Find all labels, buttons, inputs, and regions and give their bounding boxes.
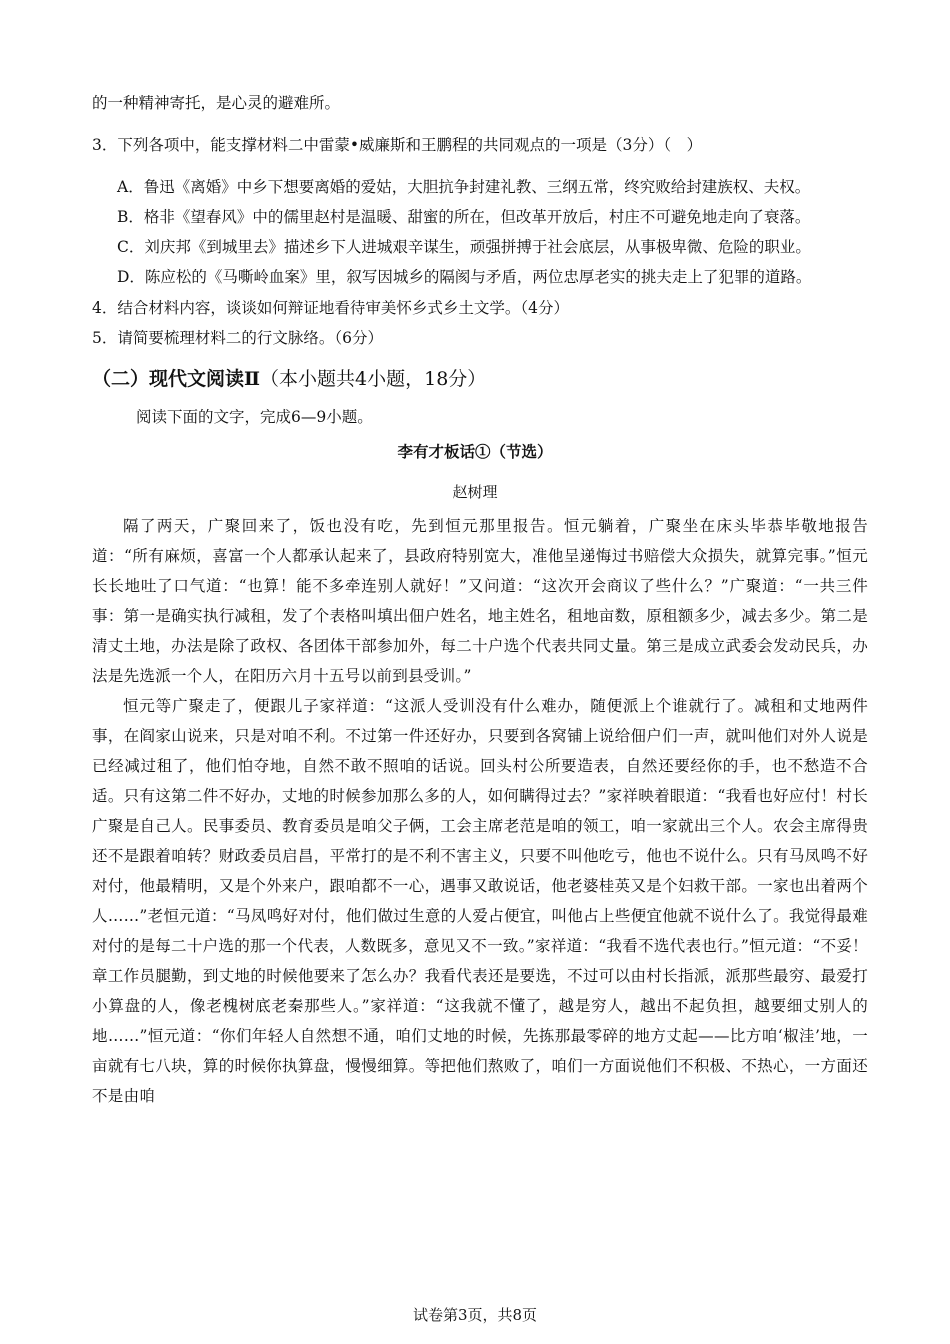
page-footer: 试卷第3页，共8页 — [412, 1306, 538, 1324]
question-3-option-d: D．陈应松的《马嘶岭血案》里，叙写因城乡的隔阂与矛盾，两位忠厚老实的挑夫走上了犯罪的道路。 — [117, 268, 812, 286]
article-body — [92, 511, 868, 1111]
question-4: 4．结合材料内容，谈谈如何辩证地看待审美怀乡式乡土文学。（4分） — [92, 299, 569, 317]
article-author: 赵树理 — [452, 483, 498, 501]
question-3-option-b: B．格非《望春风》中的儒里赵村是温暖、甜蜜的所在，但改革开放后，村庄不可避免地走向了衰落。 — [117, 208, 811, 226]
question-3-option-c: C．刘庆邦《到城里去》描述乡下人进城艰辛谋生，顽强拼搏于社会底层，从事极卑微、危险的职业。 — [117, 238, 811, 256]
section-title: （二）现代文阅读Ⅱ — [92, 368, 261, 390]
reading-instruction: 阅读下面的文字，完成6—9小题。 — [136, 408, 373, 426]
section-note: （本小题共4小题，18分） — [260, 368, 487, 390]
intro-line: 的一种精神寄托，是心灵的避难所。 — [92, 94, 341, 112]
article-title: 李有才板话①（节选） — [397, 442, 553, 461]
article-paragraph: 隔了两天，广聚回来了，饭也没有吃，先到恒元那里报告。恒元躺着，广聚坐在床头毕恭毕敬地报告道：“所有麻烦，喜富一个人都承认起来了，县政府特别宽大，准他呈递悔过书赔偿大众损失，就算完事。”恒元长长地吐了口气道：“也算！能不多牵连别人就好！”又问道：“这次开会商议了些什么？”广聚道：“一共三件事：第一是确实执行减租，发了个表格叫填出佃户姓名，地主姓名，租地亩数，原租额多少，减去多少。第二是清丈土地，办法是除了政权、各团体干部参加外，每二十户选个代表共同丈量。第三是成立武委会发动民兵，办法是先选派一个人，在阳历六月十五号以前到县受训。” — [92, 517, 868, 685]
question-3-stem: 3．下列各项中，能支撑材料二中雷蒙•威廉斯和王鹏程的共同观点的一项是（3分）（ ） — [92, 136, 703, 154]
article-paragraph: 恒元等广聚走了，便跟儿子家祥道：“这派人受训没有什么难办，随便派上个谁就行了。减租和丈地两件事，在阎家山说来，只是对咱不利。不过第一件还好办，只要到各窝铺上说给佃户们一声，就叫他们对外人说是已经减过租了，他们怕夺地，自然不敢不照咱的话说。回头村公所要造表，自然还要经你的手，也不愁造不合适。只有这第二件不好办，丈地的时候参加那么多的人，如何瞒得过去？”家祥映着眼道：“我看也好应付！村长广聚是自己人。民事委员、教育委员是咱父子俩，工会主席老范是咱的领工，咱一家就出三个人。农会主席得贵还不是跟着咱转？财政委员启昌，平常打的是不利不害主义，只要不叫他吃亏，他也不说什么。只有马凤鸣不好对付，他最精明，又是个外来户，跟咱都不一心，遇事又敢说话，他老婆桂英又是个妇救干部。一家也出着两个人……”老恒元道：“马凤鸣好对付，他们做过生意的人爱占便宜，叫他占上些便宜他就不说什么了。我觉得最难对付的是每二十户选的那一个代表，人数既多，意见又不一致。”家祥道：“我看不选代表也行。”恒元道：“不妥！章工作员腿勤，到丈地的时候他要来了怎么办？我看代表还是要选，不过可以由村长指派，派那些最穷、最爱打小算盘的人，像老槐树底老秦那些人。”家祥道：“这我就不懂了，越是穷人，越出不起负担，越要细丈别人的地……”恒元道：“你们年轻人自然想不通，咱们丈地的时候，先拣那最零碎的地方丈起——比方咱‘椒洼’地，一亩就有七八块，算的时候你执算盘，慢慢细算。等把他们熬败了，咱们一方面说他们不积极、不热心，一方面还不是由咱 — [92, 697, 868, 1105]
section-heading — [92, 366, 486, 392]
question-5: 5．请简要梳理材料二的行文脉络。（6分） — [92, 329, 383, 347]
question-3-option-a: A．鲁迅《离婚》中乡下想要离婚的爱姑，大胆抗争封建礼教、三纲五常，终究败给封建族权、夫权。 — [117, 178, 811, 196]
